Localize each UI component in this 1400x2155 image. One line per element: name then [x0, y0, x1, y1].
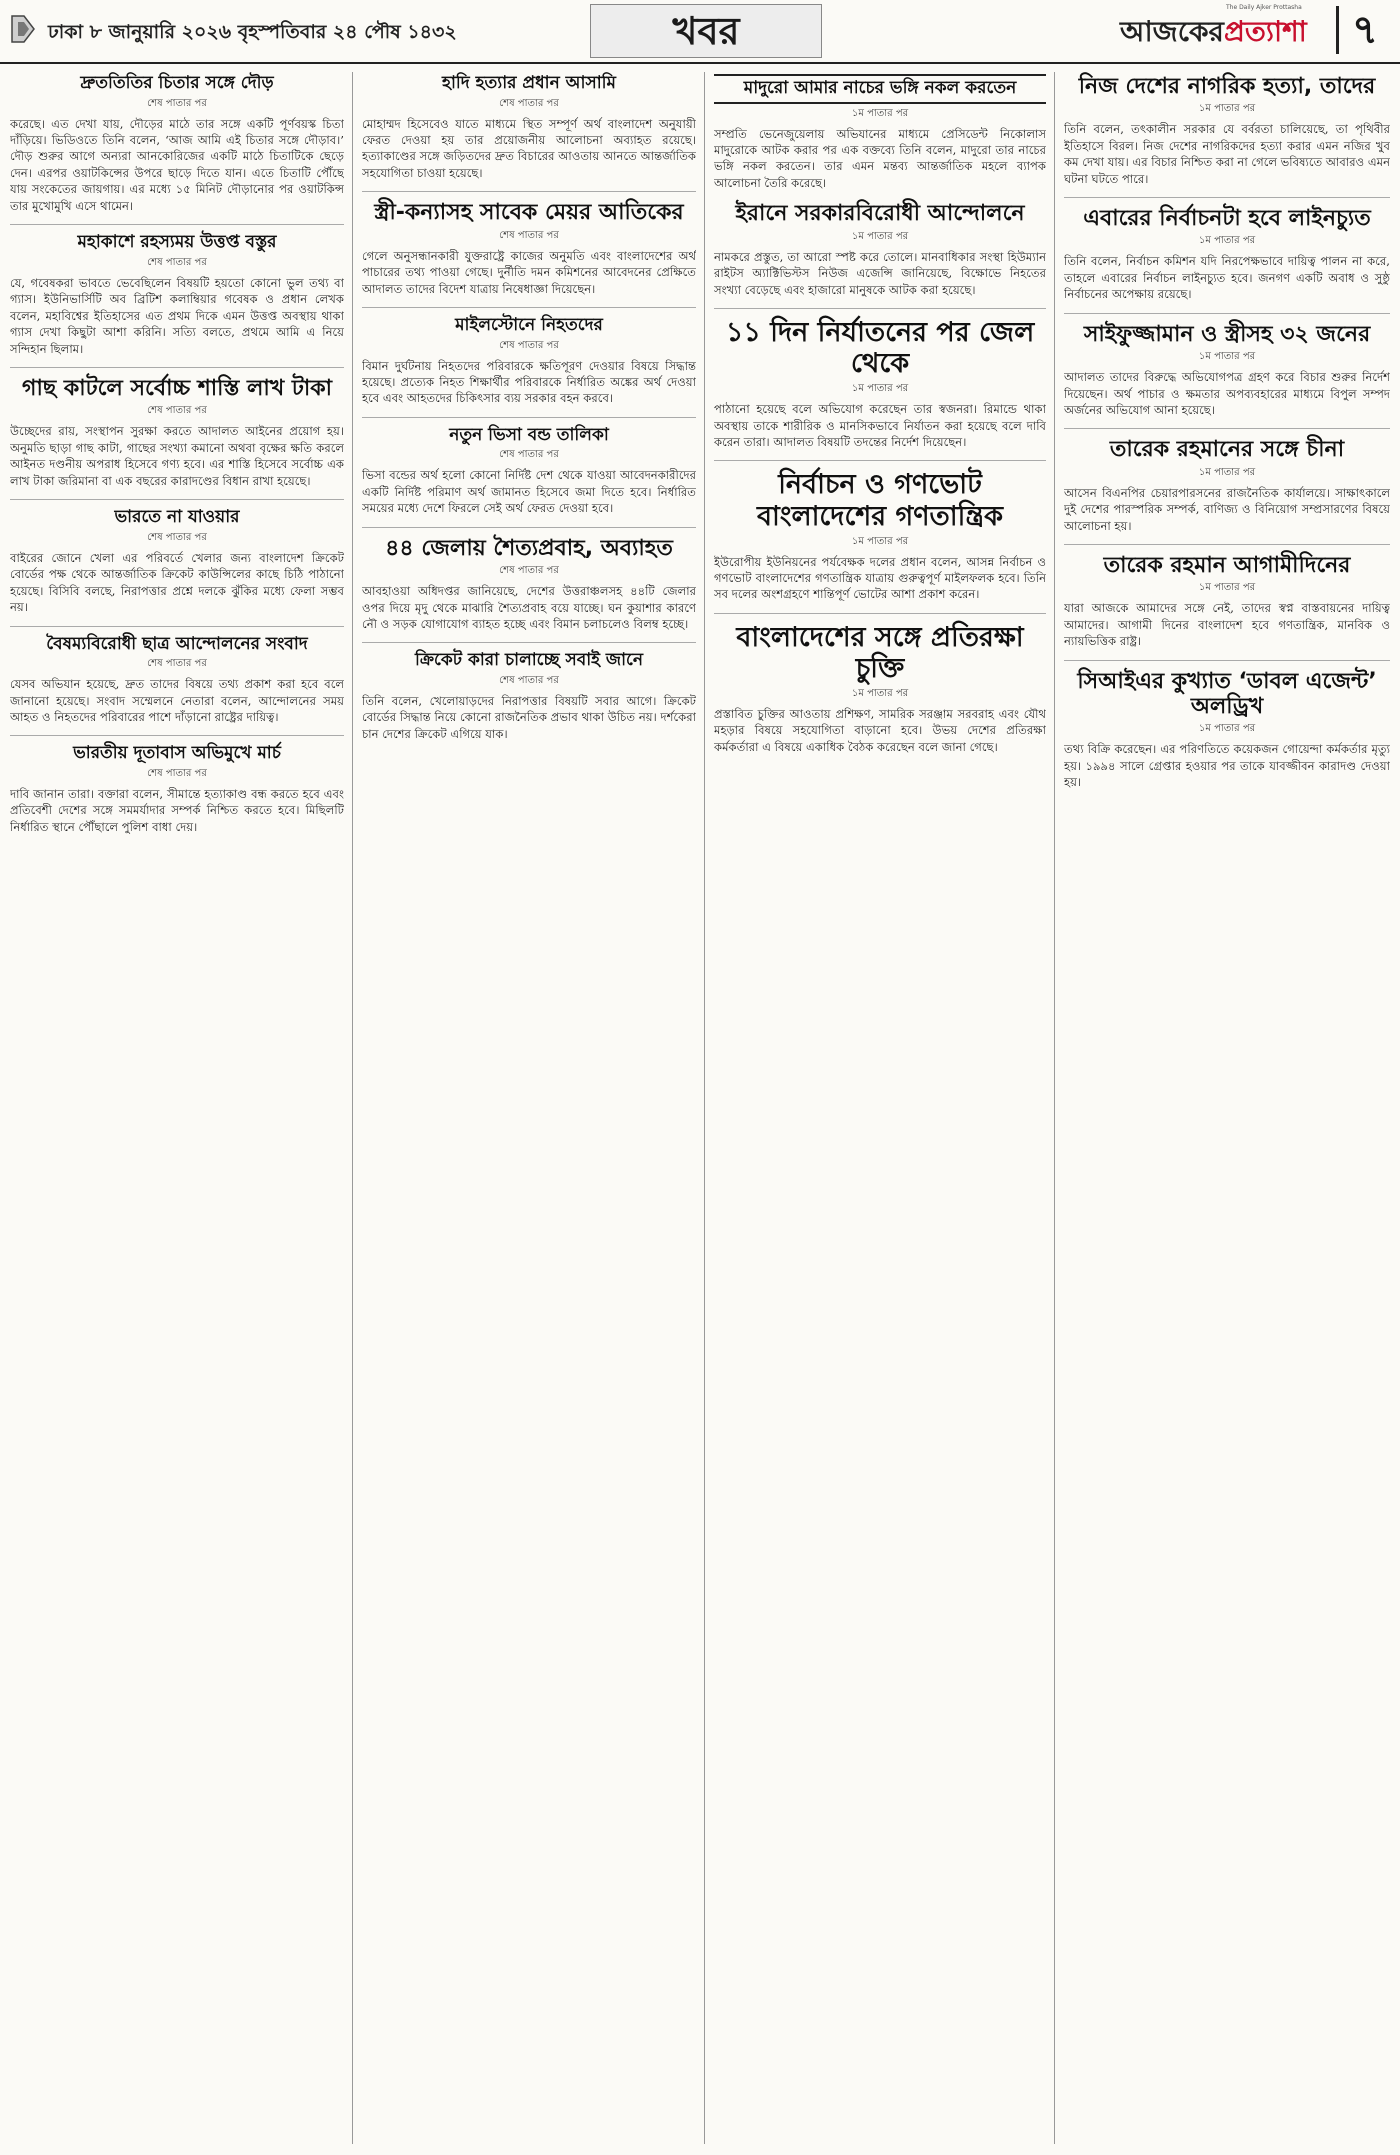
- continuation-tag: ১ম পাতার পর: [851, 107, 909, 119]
- divider: [714, 613, 1046, 614]
- article-body: প্রস্তাবিত চুক্তির আওতায় প্রশিক্ষণ, সামরিক সরঞ্জাম সরবরাহ এবং যৌথ মহড়ার বিষয়ে সহযোগিতা বাড়ানো হবে। উভয় দেশের প্রতিরক্ষা কর্মকর্তারা এ বিষয়ে একাধিক বৈঠক করেছেন বলে জানা গেছে।: [714, 707, 1046, 754]
- divider: [362, 191, 696, 192]
- article-headline[interactable]: সাইফুজ্জামান ও স্ত্রীসহ ৩২ জনের: [1083, 321, 1371, 347]
- article-headline[interactable]: গাছ কাটলে সর্বোচ্চ শাস্তি লাখ টাকা: [22, 376, 332, 402]
- article-headline[interactable]: এবারের নির্বাচনটা হবে লাইনচ্যুত: [1083, 206, 1371, 232]
- article: [362, 536, 696, 633]
- article-headline[interactable]: নির্বাচন ও গণভোট বাংলাদেশের গণতান্ত্রিক: [756, 469, 1003, 532]
- article: [714, 622, 1046, 755]
- column-divider: [352, 72, 353, 2144]
- article-body: তিনি বলেন, খেলোয়াড়দের নিরাপত্তার বিষয়টি সবার আগে। ক্রিকেট বোর্ডের সিদ্ধান্ত নিয়ে কোনো রাজনৈতিক প্রভাব থাকা উচিত নয়। দর্শকেরা চান দেশের ক্রিকেট এগিয়ে যাক।: [362, 694, 696, 741]
- article-headline[interactable]: মাদুরো আমার নাচের ভঙ্গি নকল করতেন: [714, 74, 1046, 104]
- continuation-tag: শেষ পাতার পর: [499, 449, 559, 461]
- divider: [1064, 660, 1390, 661]
- divider: [362, 307, 696, 308]
- article-headline[interactable]: ৪৪ জেলায় শৈত্যপ্রবাহ, অব্যাহত: [385, 535, 673, 561]
- article-headline[interactable]: ভারতীয় দূতাবাস অভিমুখে মার্চ: [73, 743, 281, 764]
- article-headline[interactable]: বৈষম্যবিরোধী ছাত্র আন্দোলনের সংবাদ: [46, 633, 308, 654]
- column-1: [10, 70, 344, 2145]
- arrow-right-icon: [10, 14, 36, 44]
- article-body: করেছে। এত দেখা যায়, দৌড়ের মাঠে তার সঙ্গে একটি পূর্ণবয়স্ক চিতা দাঁড়িয়ে। ভিডিওতে তিনি বলেন, ‘আজ আমি এই চিতার সঙ্গে দৌড়াব।’ দৌড় শুরুর আগে অন্যরা আনকোরিজের একটি মাঠে চিতাটিকে ছেড়ে দেন। এরপর ওয়াটকিন্সের উপরে ছাড়ে দিতে যান। এতে চিতাটি পৌঁছে যায় সংকেতের জায়গায়। এর মধ্যে ১৫ মিনিট দৌড়ানোর পর ওয়াটকিন্স তার মুখোমুখি এসে থামেন।: [10, 116, 344, 213]
- article-body: উচ্ছেদের রায়, সংস্থাপন সুরক্ষা করতে আদালত আইনের প্রয়োগ হয়। অনুমতি ছাড়া গাছ কাটা, গাছের সংখ্যা কমানো অথবা বৃক্ষের ক্ষতি করলে আইনত দণ্ডনীয় অপরাধ হিসেবে গণ্য হবে। এর শাস্তি হিসেবে সর্বোচ্চ এক লাখ টাকা জরিমানা বা এক বছরের কারাদণ্ডের বিধান রাখা হয়েছে।: [10, 424, 344, 488]
- page-header: [0, 0, 1400, 64]
- article: [714, 469, 1046, 602]
- article: [10, 744, 344, 835]
- article-body: যেসব অভিযান হয়েছে, দ্রুত তাদের বিষয়ে তথ্য প্রকাশ করা হবে বলে জানানো হয়েছে। সংবাদ সম্মেলনে নেতারা বলেন, আন্দোলনের সময় আহত ও নিহতদের পরিবারের পাশে দাঁড়ানো রাষ্ট্রের দায়িত্ব।: [10, 677, 344, 724]
- continuation-tag: ১ম পাতার পর: [1198, 103, 1256, 115]
- divider: [1064, 544, 1390, 545]
- article-headline[interactable]: মহাকাশে রহস্যময় উত্তপ্ত বস্তুর: [77, 232, 277, 253]
- article: [362, 74, 696, 181]
- article-headline[interactable]: তারেক রহমান আগামীদিনের: [1103, 553, 1351, 579]
- article: [1064, 437, 1390, 534]
- divider: [362, 642, 696, 643]
- article-headline[interactable]: ১১ দিন নির্যাতনের পর জেল থেকে: [725, 317, 1035, 380]
- continuation-tag: শেষ পাতার পর: [499, 675, 559, 687]
- article: [10, 233, 344, 357]
- article-body: তিনি বলেন, নির্বাচন কমিশন যদি নিরপেক্ষভাবে দায়িত্ব পালন না করে, তাহলে এবারের নির্বাচন লাইনচ্যুত হবে। জনগণ একটি অবাধ ও সুষ্ঠু নির্বাচনের অপেক্ষায় রয়েছে।: [1064, 254, 1390, 302]
- divider: [10, 735, 344, 736]
- continuation-tag: ১ম পাতার পর: [851, 535, 909, 547]
- article: [1064, 669, 1390, 791]
- continuation-tag: শেষ পাতার পর: [147, 256, 207, 268]
- article-body: বিমান দুর্ঘটনায় নিহতদের পরিবারকে ক্ষতিপূরণ দেওয়ার বিষয়ে সিদ্ধান্ত হয়েছে। প্রত্যেক নিহত শিক্ষার্থীর পরিবারকে নির্ধারিত অঙ্কের অর্থ দেওয়া হবে এবং আহতদের চিকিৎসার ব্যয় সরকার বহন করবে।: [362, 358, 696, 406]
- article-headline[interactable]: মাইলস্টোনে নিহতদের: [455, 315, 603, 336]
- article-body: নামকরে প্রস্তুত, তা আরো স্পষ্ট করে তোলে। মানবাধিকার সংস্থা হিউম্যান রাইটস অ্যাক্টিভিস্টস নিউজ এজেন্সি জানিয়েছে, বিক্ষোভে নিহতের সংখ্যা বেড়েছে এবং হাজারো মানুষকে আটক করা হয়েছে।: [714, 249, 1046, 297]
- continuation-tag: ১ম পাতার পর: [1198, 235, 1256, 247]
- article-body: আসেন বিএনপির চেয়ারপারসনের রাজনৈতিক কার্যালয়ে। সাক্ষাৎকালে দুই দেশের পারস্পরিক সম্পর্ক, বাণিজ্য ও বিনিয়োগ সম্প্রসারণের বিষয়ে আলোচনা হয়।: [1064, 485, 1390, 533]
- article: [10, 508, 344, 615]
- article-body: আদালত তাদের বিরুদ্ধে অভিযোগপত্র গ্রহণ করে বিচার শুরুর নির্দেশ দিয়েছেন। অর্থ পাচার ও ক্ষমতার অপব্যবহারের মাধ্যমে বিপুল সম্পদ অর্জনের অভিযোগ আনা হয়েছে।: [1064, 370, 1390, 417]
- article-headline[interactable]: সিআইএর কুখ্যাত ‘ডাবল এজেন্ট’ অলড্রিখ: [1077, 668, 1377, 720]
- continuation-tag: ১ম পাতার পর: [851, 383, 909, 395]
- continuation-tag: ১ম পাতার পর: [1198, 351, 1256, 363]
- article-body: ইউরোপীয় ইউনিয়নের পর্যবেক্ষক দলের প্রধান বলেন, আসন্ন নির্বাচন ও গণভোট বাংলাদেশের গণতান্ত্রিক যাত্রায় গুরুত্বপূর্ণ মাইলফলক হবে। তিনি সব দলের অংশগ্রহণে শান্তিপূর্ণ ভোটের আশা প্রকাশ করেন।: [714, 554, 1046, 602]
- divider: [1064, 428, 1390, 429]
- article: [714, 317, 1046, 450]
- page-number: ৭: [1336, 6, 1391, 54]
- article: [714, 74, 1046, 191]
- article-body: সম্প্রতি ভেনেজুয়েলায় অভিযানের মাধ্যমে প্রেসিডেন্ট নিকোলাস মাদুরোকে আটক করার পর এক বক্তব্যে তিনি বলেন, মাদুরো তার নাচের ভঙ্গি নকল করতেন। তার এমন মন্তব্য আন্তর্জাতিক মহলে ব্যাপক আলোচনা তৈরি করেছে।: [714, 126, 1046, 190]
- article: [1064, 322, 1390, 419]
- article-headline[interactable]: দ্রুততিতির চিতার সঙ্গে দৌড়: [80, 73, 274, 93]
- article: [1064, 74, 1390, 187]
- article-body: আবহাওয়া অধিদপ্তর জানিয়েছে, দেশের উত্তরাঞ্চলসহ ৪৪টি জেলার ওপর দিয়ে মৃদু থেকে মাঝারি শৈত্যপ্রবাহ বয়ে যাচ্ছে। ঘন কুয়াশার কারণে নৌ ও সড়ক যোগাযোগ ব্যাহত হচ্ছে এবং বিমান চলাচলেও বিলম্ব হচ্ছে।: [362, 584, 696, 632]
- logo-tagline: The Daily Ajker Prottasha: [1226, 4, 1302, 11]
- continuation-tag: ১ম পাতার পর: [1198, 466, 1256, 478]
- article: [10, 376, 344, 489]
- article-body: পাঠানো হয়েছে বলে অভিযোগ করেছেন তার স্বজনরা। রিমান্ডে থাকা অবস্থায় তাকে শারীরিক ও মানসিকভাবে নির্যাতন করা হয়েছে বলে দাবি করেন তারা। আদালত বিষয়টি তদন্তের নির্দেশ দিয়েছেন।: [714, 402, 1046, 450]
- continuation-tag: ১ম পাতার পর: [851, 230, 909, 242]
- article: [1064, 206, 1390, 303]
- divider: [10, 224, 344, 225]
- continuation-tag: শেষ পাতার পর: [147, 97, 207, 109]
- continuation-tag: ১ম পাতার পর: [1198, 723, 1256, 735]
- article-headline[interactable]: হাদি হত্যার প্রধান আসামি: [442, 73, 616, 93]
- article-headline[interactable]: তারেক রহমানের সঙ্গে চীনা: [1109, 437, 1345, 463]
- column-3: [714, 70, 1046, 2145]
- article: [10, 635, 344, 726]
- article: [362, 200, 696, 297]
- divider: [10, 626, 344, 627]
- article-headline[interactable]: বাংলাদেশের সঙ্গে প্রতিরক্ষা চুক্তি: [736, 621, 1024, 684]
- article: [362, 316, 696, 407]
- article-body: তিনি বলেন, তৎকালীন সরকার যে বর্বরতা চালিয়েছে, তা পৃথিবীর ইতিহাসে বিরল। নিজ দেশের নাগরিকদের হত্যা করার এমন নজির খুব কম দেখা যায়। এর বিচার নিশ্চিত করা না গেলে ভবিষ্যতে আবারও এমন ঘটনা ঘটতে পারে।: [1064, 122, 1390, 186]
- column-2: [362, 70, 696, 2145]
- article: [362, 426, 696, 517]
- article-body: মোহাম্মদ হিসেবেও যাতে মাধ্যমে স্থিত সম্পূর্ণ অর্থ বাংলাদেশ অনুযায়ী ফেরত দেওয়া হয় তার প্রয়োজনীয় আলোচনা অব্যাহত রয়েছে। হত্যাকাণ্ডের সঙ্গে জড়িতদের দ্রুত বিচারের আওতায় আনতে আন্তর্জাতিক সহযোগিতা চাওয়া হয়েছে।: [362, 116, 696, 180]
- logo-accent: প্রত্যাশা: [1223, 15, 1307, 48]
- continuation-tag: ১ম পাতার পর: [851, 688, 909, 700]
- column-4: [1064, 70, 1390, 2145]
- article-body: গেলে অনুসন্ধানকারী যুক্তরাষ্ট্রে কাজের অনুমতি এবং বাংলাদেশের অর্থ পাচারের তথ্য পাওয়া গেছে। দুর্নীতি দমন কমিশনের আবেদনের প্রেক্ষিতে আদালত তাদের বিদেশ যাত্রায় নিষেধাজ্ঞা দিয়েছেন।: [362, 248, 696, 296]
- article-headline[interactable]: ভারতে না যাওয়ার: [114, 507, 240, 528]
- article: [714, 201, 1046, 298]
- divider: [362, 417, 696, 418]
- divider: [10, 367, 344, 368]
- article-body: দাবি জানান তারা। বক্তারা বলেন, সীমান্তে হত্যাকাণ্ড বন্ধ করতে হবে এবং প্রতিবেশী দেশের সঙ্গে সমমর্যাদার সম্পর্ক নিশ্চিত করতে হবে। মিছিলটি নির্ধারিত স্থানে পৌঁছালে পুলিশ বাধা দেয়।: [10, 787, 344, 834]
- article: [362, 651, 696, 742]
- article-body: তথ্য বিক্রি করেছেন। এর পরিণতিতে কয়েকজন গোয়েন্দা কর্মকর্তার মৃত্যু হয়। ১৯৯৪ সালে গ্রেপ্তার হওয়ার পর তাকে যাবজ্জীবন কারাদণ্ড দেওয়া হয়।: [1064, 742, 1390, 790]
- article: [10, 74, 344, 214]
- article-headline[interactable]: নতুন ভিসা বন্ড তালিকা: [449, 424, 609, 445]
- continuation-tag: শেষ পাতার পর: [147, 768, 207, 779]
- article-body: যে, গবেষকরা ভাবতে ভেবেছিলেন বিষয়টি হয়তো কোনো ভুল তথ্য বা গ্যাস। ইউনিভার্সিটি অব ব্রিটিশ কলাম্বিয়ার গবেষক ও প্রধান লেখক বলেন, মহাবিশ্বের ইতিহাসের এত প্রথম দিকে এমন উত্তপ্ত অবস্থায় থাকা গ্যাস দেখা কিছুটা আশা করিনি। সত্যি বলতে, প্রথমে আমি এ নিয়ে সন্দিহান ছিলাম।: [10, 275, 344, 356]
- section-title: খবর: [590, 4, 822, 58]
- divider: [10, 499, 344, 500]
- divider: [714, 308, 1046, 309]
- article-body: ভিসা বন্ডের অর্থ হলো কোনো নির্দিষ্ট দেশ থেকে যাওয়া আবেদনকারীদের একটি নির্দিষ্ট পরিমাণ অর্থ জামানত হিসেবে জমা দিতে হবে। নির্ধারিত সময়ের মধ্যে দেশে ফিরলে সেই অর্থ ফেরত দেওয়া হবে।: [362, 468, 696, 516]
- column-divider: [1054, 72, 1055, 2144]
- newspaper-logo: [1120, 10, 1307, 57]
- article-headline[interactable]: ক্রিকেট কারা চালাচ্ছে সবাই জানে: [414, 650, 644, 671]
- article-headline[interactable]: ইরানে সরকারবিরোধী আন্দোলনে: [735, 201, 1025, 227]
- continuation-tag: শেষ পাতার পর: [147, 658, 207, 670]
- article-body: যারা আজকে আমাদের সঙ্গে নেই, তাদের স্বপ্ন বাস্তবায়নের দায়িত্ব আমাদের। আগামী দিনের বাংলাদেশ হবে গণতান্ত্রিক, মানবিক ও ন্যায়ভিত্তিক রাষ্ট্র।: [1064, 601, 1390, 649]
- divider: [1064, 197, 1390, 198]
- divider: [362, 527, 696, 528]
- issue-date: ঢাকা ৮ জানুয়ারি ২০২৬ বৃহস্পতিবার ২৪ পৌষ ১৪৩২: [48, 21, 457, 43]
- continuation-tag: শেষ পাতার পর: [499, 339, 559, 351]
- logo-main: আজকের: [1120, 15, 1224, 48]
- article-headline[interactable]: নিজ দেশের নাগরিক হত্যা, তাদের: [1078, 74, 1376, 99]
- continuation-tag: শেষ পাতার পর: [147, 531, 207, 543]
- column-divider: [704, 72, 705, 2144]
- article-body: বাইরের জোনে খেলা এর পরিবর্তে খেলার জন্য বাংলাদেশ ক্রিকেট বোর্ডের পক্ষ থেকে আন্তর্জাতিক ক্রিকেট কাউন্সিলের কাছে চিঠি পাঠানো হয়েছে। বিসিবি বলছে, নিরাপত্তার প্রশ্নে দলকে ঝুঁকির মধ্যে ফেলা সম্ভব নয়।: [10, 550, 344, 615]
- continuation-tag: শেষ পাতার পর: [499, 229, 559, 241]
- divider: [1064, 313, 1390, 314]
- continuation-tag: শেষ পাতার পর: [499, 565, 559, 577]
- article-headline[interactable]: স্ত্রী-কন্যাসহ সাবেক মেয়র আতিকের: [374, 200, 684, 226]
- continuation-tag: ১ম পাতার পর: [1198, 582, 1256, 594]
- continuation-tag: শেষ পাতার পর: [147, 405, 207, 417]
- continuation-tag: শেষ পাতার পর: [499, 97, 559, 109]
- article: [1064, 553, 1390, 650]
- divider: [714, 460, 1046, 461]
